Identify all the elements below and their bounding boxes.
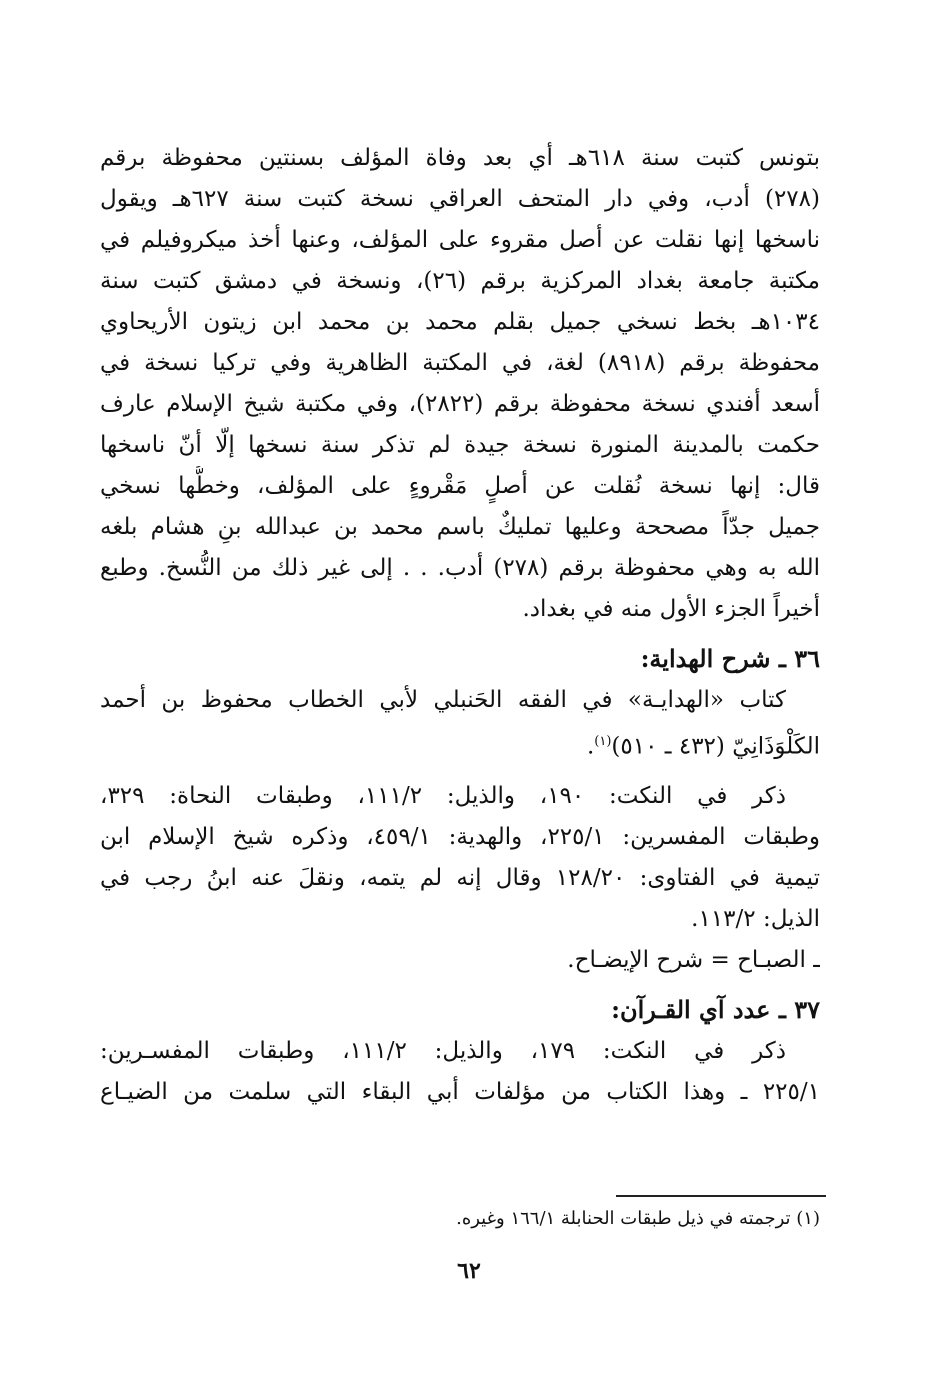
text-line: تيمية في الفتاوى: ١٢٨/٢٠ وقال إنه لم يتمه، ونقلَ عنه ابنُ رجب في <box>100 865 820 891</box>
text-line: حكمت بالمدينة المنورة نسخة جيدة لم تذكر سنة نسخها إلّا أنّ ناسخها <box>100 432 820 458</box>
text-line: أخيراً الجزء الأول منه في بغداد. <box>522 596 820 622</box>
text-line: ـ الصبـاح = شرح الإيضـاح. <box>567 947 820 973</box>
section-heading-36: ٣٦ ـ شرح الهداية: <box>640 644 820 673</box>
paragraph-hidaya <box>100 680 820 762</box>
text-line: كتاب «الهدايـة» في الفقه الحَنبلي لأبي الخطاب محفوظ بن أحمد <box>100 687 786 713</box>
text-line: (٢٧٨) أدب، وفي دار المتحف العراقي نسخة كتبت سنة ٦٢٧هـ ويقول <box>100 186 820 212</box>
footnote-marker: (١) <box>594 734 612 749</box>
text-line: أسعد أفندي نسخة محفوظة برقم (٢٨٢٢)، وفي مكتبة شيخ الإسلام عارف <box>100 391 820 417</box>
paragraph-references-36 <box>100 776 820 981</box>
text-line <box>100 721 820 762</box>
section-heading-37: ٣٧ ـ عدد آي القـرآن: <box>611 995 820 1024</box>
spacer <box>100 762 820 776</box>
text-run: . <box>586 733 595 760</box>
text-line: ناسخها إنها نقلت عن أصل مقروء على المؤلف، وعنها أخذ ميكروفيلم في <box>100 227 820 253</box>
text-line: ذكر في النكت: ١٩٠، والذيل: ١١١/٢، وطبقات النحاة: ٣٢٩، <box>100 783 786 809</box>
text-line: ١٠٣٤هـ بخط نسخي جميل بقلم محمد بن محمد ابن زيتون الأريحاوي <box>100 309 820 335</box>
paragraph-references-37 <box>100 1031 820 1113</box>
text-line: ذكر في النكت: ١٧٩، والذيل: ١١١/٢، وطبقات المفسـرين: <box>100 1038 786 1064</box>
text-line: مكتبة جامعة بغداد المركزية برقم (٢٦)، ونسخة في دمشق كتبت سنة <box>100 268 820 294</box>
page-body <box>100 138 820 1113</box>
text-run: الكَلْوَذَانِيّ (٤٣٢ ـ ٥١٠) <box>611 733 820 760</box>
footnote: (١) ترجمته في ذيل طبقات الحنابلة ١٦٦/١ وغيره. <box>456 1208 820 1229</box>
text-line: وطبقات المفسرين: ٢٢٥/١، والهدية: ٤٥٩/١، وذكره شيخ الإسلام ابن <box>100 824 820 850</box>
text-line: الله به وهي محفوظة برقم (٢٧٨) أدب. . . إلى غير ذلك من النُّسخ. وطبع <box>100 555 820 581</box>
text-line: قال: إنها نسخة نُقلت عن أصلٍ مَقْروءٍ على المؤلف، وخطُّها نسخي <box>100 473 820 499</box>
text-line: الذيل: ١١٣/٢. <box>691 906 820 932</box>
paragraph-intro <box>100 138 820 630</box>
text-line: محفوظة برقم (٨٩١٨) لغة، في المكتبة الظاهرية وفي تركيا نسخة في <box>100 350 820 376</box>
text-line: ٢٢٥/١ ـ وهذا الكتاب من مؤلفات أبي البقاء التي سلمت من الضيـاع <box>100 1079 820 1105</box>
page-number: ٦٢ <box>457 1258 481 1284</box>
text-line: جميل جدّاً مصححة وعليها تمليكٌ باسم محمد بن عبدالله بنِ هشام بلغه <box>100 514 820 540</box>
text-line: بتونس كتبت سنة ٦١٨هـ أي بعد وفاة المؤلف بسنتين محفوظة برقم <box>100 145 820 171</box>
footnote-divider <box>616 1195 826 1197</box>
